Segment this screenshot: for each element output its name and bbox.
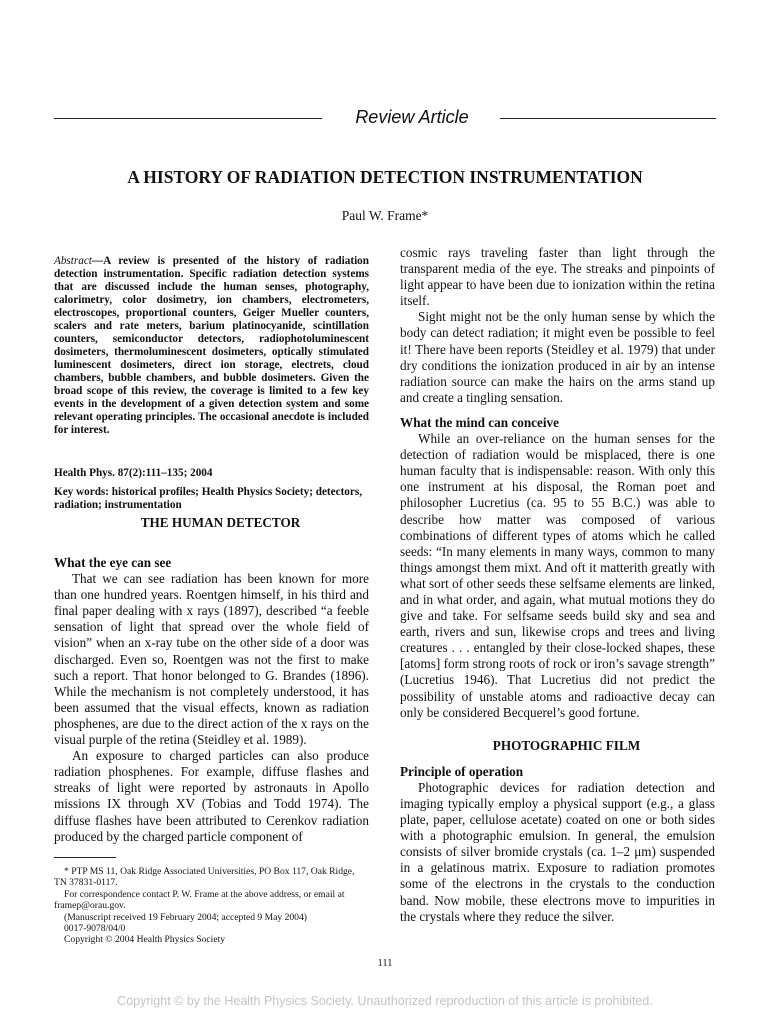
body-paragraph: That we can see radiation has been known for more than one hundred years. Roentgen himself, in his third and final paper dealing with x rays (1897), described “a feeble sensation of light that spread over the whole field of vision” when an x-ray tube on the other side of a door was discharged. Even so, Roentgen was not the first to make such a report. That honor belonged to G. Brandes (1896). While the mechanism is not completely understood, it has been assumed that the visual effects, known as radiation phosphenes, are due to the direct action of the x rays on the visual purple of the retina (Steidley et al. 1989). [54, 571, 369, 748]
keywords: Key words: historical profiles; Health Physics Society; detectors, radiation; instrumentation [54, 486, 363, 511]
body-paragraph: cosmic rays traveling faster than light through the transparent media of the eye. The streaks and pinpoints of light appear to have been due to ionization within the retina itself. [400, 245, 715, 309]
body-paragraph: Photographic devices for radiation detection and imaging typically employ a physical support (e.g., a glass plate, paper, cellulose acetate) coated on one or both sides with a photographic emulsion. In general, the emulsion consists of silver bromide crystals (ca. 1–2 μm) suspended in a gelatinous matrix. Exposure to radiation promotes some of the electrons in the crystals to the conduction band. Now mobile, these electrons move to impurities in the crystals where they reduce the silver. [400, 779, 715, 924]
footnote-copyright: Copyright © 2004 Health Physics Society [64, 934, 226, 946]
abstract-lead: Abstract [54, 255, 92, 267]
author-name: Paul W. Frame* [341, 208, 429, 223]
header-rule-right [500, 118, 716, 119]
abstract [54, 255, 369, 437]
copyright-notice: Copyright © by the Health Physics Society. Unauthorized reproduction of this article is prohibited. [117, 994, 653, 1008]
subheading-eye: What the eye can see [54, 555, 172, 570]
journal-citation: Health Phys. 87(2):111–135; 2004 [54, 467, 213, 479]
article-title: A HISTORY OF RADIATION DETECTION INSTRUMENTATION [127, 167, 643, 187]
section-heading-photographic-film: PHOTOGRAPHIC FILM [492, 737, 641, 753]
header-rule-left [54, 118, 322, 119]
abstract-text: —A review is presented of the history of radiation detection instrumentation. Specific radiation detection systems that are discussed include the human senses, photography, calorimetry, color dosimetry, ion chambers, electrometers, electroscopes, proportional counters, Geiger Mueller counters, scalers and rate meters, barium platinocyanide, scintillation counters, semiconductor detectors, radiophotoluminescent dosimeters, thermoluminescent dosimeters, optically stimulated luminescent dosimeters, direct ion storage, electrets, cloud chambers, bubble chambers, and bubble dosimeters. Given the broad scope of this review, the coverage is limited to a few key events in the development of a given detection system and some relevant operating principles. The occasional anecdote is included for interest. [54, 255, 369, 436]
section-heading-human-detector: THE HUMAN DETECTOR [140, 515, 301, 530]
footnote-affiliation: * PTP MS 11, Oak Ridge Associated Universities, PO Box 117, Oak Ridge, TN 37831-0117. [54, 866, 355, 889]
footnotes [54, 866, 369, 946]
article-type-label: Review Article [355, 107, 469, 127]
page-number: 111 [377, 958, 393, 969]
body-paragraph: An exposure to charged particles can also produce radiation phosphenes. For example, diffuse flashes and streaks of light were reported by astronauts in Apollo missions IX through XV (Tobias and Todd 1974). The diffuse flashes have been attributed to Cerenkov radiation produced by the charged particle component of [54, 748, 369, 844]
footnote-correspondence: For correspondence contact P. W. Frame at the above address, or email at framep@orau.gov. [54, 888, 345, 912]
right-column [400, 245, 715, 925]
subheading-principle: Principle of operation [400, 763, 524, 779]
human-detector-heading-block [54, 515, 369, 531]
body-paragraph: Sight might not be the only human sense by which the body can detect radiation; it might even be possible to feel it! There have been reports (Steidley et al. 1979) that under dry conditions the ionization produced in air by an intense radiation source can make the hairs on the arms stand up and create a tingling sensation. [400, 309, 715, 405]
footnote-manuscript-dates: (Manuscript received 19 February 2004; accepted 9 May 2004) [64, 911, 307, 923]
footnote-issn: 0017-9078/04/0 [64, 923, 126, 935]
body-paragraph: While an over-reliance on the human senses for the detection of radiation would be misplaced, there is one human faculty that is indispensable: reason. With only this one instrument at his disposal, the Roman poet and philosopher Lucretius (ca. 95 to 55 B.C.) was able to describe how matter was composed of various combinations of different types of atoms which he called seeds: “In many elements in many ways, common to many things amongst them mixt. And oft it matterith greatly with what sort of other seeds these selfsame elements are linked, and in what order, and again, what mutual motions they do give and take. For selfsame seeds build sky and sea and earth, rivers and sun, likewise crops and trees and living creatures . . . entangled by their close-locked shapes, these [atoms] form strong roots of rock or iron’s savage strength” (Lucretius 1946). That Lucretius did not predict the possibility of unstable atoms and radioactive decay can only be considered Becquerel’s good fortune. [400, 431, 715, 720]
subheading-mind: What the mind can conceive [400, 414, 559, 430]
article-type-header [54, 106, 716, 130]
footnote-rule [54, 857, 116, 858]
left-column [54, 555, 369, 845]
